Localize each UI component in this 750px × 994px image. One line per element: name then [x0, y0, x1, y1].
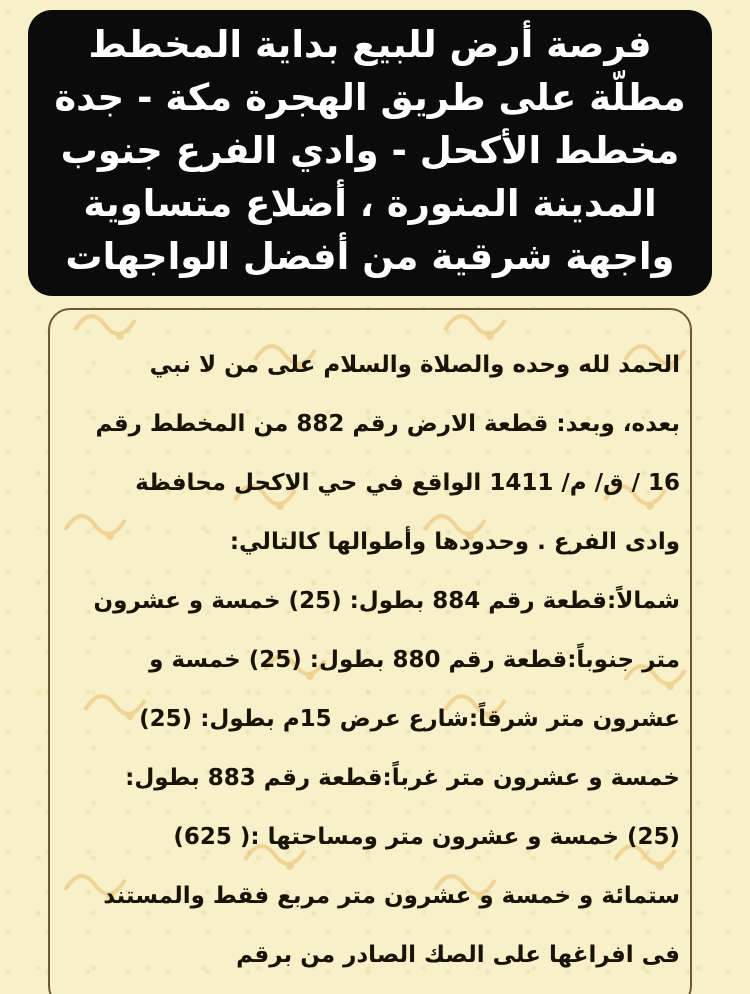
banner-line: مطلّة على طريق الهجرة مكة - جدة — [54, 76, 686, 119]
listing-banner — [28, 10, 712, 296]
banner-line: مخطط الأكحل - وادي الفرع جنوب — [60, 129, 680, 172]
deed-line: 16 / ق/ م/ 1411 الواقع في حي الاكحل محافظة — [135, 470, 680, 496]
deed-body — [62, 336, 680, 985]
banner-line: واجهة شرقية من أفضل الواجهات — [65, 235, 675, 278]
deed-line: فى افراغها على الصك الصادر من برقم — [236, 942, 680, 968]
deed-line: عشرون متر شرقاً:شارع عرض 15م بطول: (25) — [139, 706, 680, 732]
deed-line: بعده، وبعد: قطعة الارض رقم 882 من المخطط رقم — [95, 411, 680, 437]
deed-line: وادى الفرع . وحدودها وأطوالها كالتالي: — [229, 529, 680, 555]
deed-line: (25) خمسة و عشرون متر ومساحتها :( 625) — [173, 824, 680, 850]
deed-line: متر جنوباً:قطعة رقم 880 بطول: (25) خمسة و — [149, 647, 680, 673]
banner-line: المدينة المنورة ، أضلاع متساوية — [83, 182, 657, 225]
deed-line: شمالاً:قطعة رقم 884 بطول: (25) خمسة و عشرون — [93, 588, 680, 614]
deed-line: خمسة و عشرون متر غرباً:قطعة رقم 883 بطول: — [125, 765, 680, 791]
deed-line: الحمد لله وحده والصلاة والسلام على من لا نبي — [149, 352, 680, 378]
deed-line: ستمائة و خمسة و عشرون متر مربع فقط والمستند — [103, 883, 680, 909]
banner-line: فرصة أرض للبيع بداية المخطط — [88, 23, 652, 66]
